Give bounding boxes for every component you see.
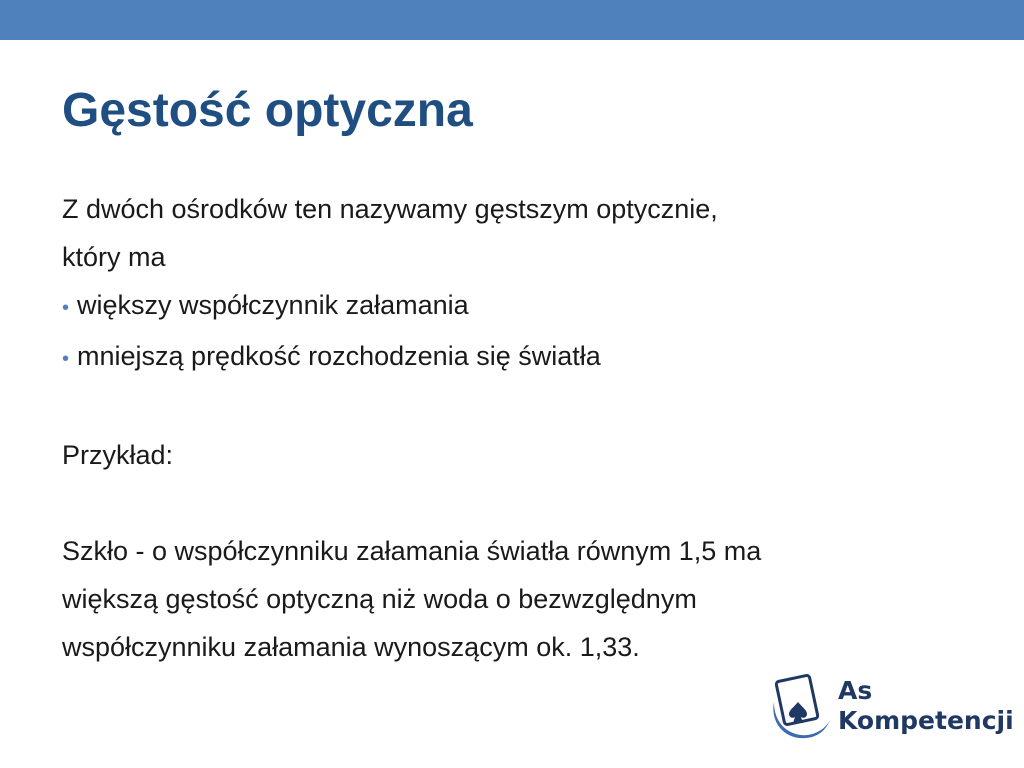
logo-line-2: Kompetencji bbox=[838, 706, 1014, 735]
bullet-dot-icon: • bbox=[62, 348, 70, 370]
bullet-item bbox=[62, 281, 982, 332]
logo-line-1: As bbox=[838, 676, 873, 705]
example-line-1: Szkło - o współczynniku załamania światła równym 1,5 ma bbox=[62, 536, 762, 566]
bullet-dot-icon: • bbox=[62, 297, 70, 319]
slide-title: Gęstość optyczna bbox=[62, 84, 473, 137]
example-line-3: współczynniku załamania wynoszącym ok. 1,33. bbox=[62, 632, 640, 662]
logo-mark-icon bbox=[768, 672, 834, 744]
logo-wordmark bbox=[838, 676, 1014, 736]
spacer bbox=[62, 479, 982, 527]
example-line-2: większą gęstość optyczną niż woda o bezwzględnym bbox=[62, 584, 697, 614]
slide-body bbox=[62, 185, 982, 671]
as-kompetencji-logo bbox=[768, 672, 1014, 744]
top-accent-bar bbox=[0, 0, 1024, 40]
spacer bbox=[62, 383, 982, 431]
bullet-text: większy współczynnik załamania bbox=[77, 290, 469, 320]
example-label: Przykład: bbox=[62, 440, 174, 470]
intro-line-2: który ma bbox=[62, 242, 166, 272]
intro-line-1: Z dwóch ośrodków ten nazywamy gęstszym optycznie, bbox=[62, 194, 718, 224]
bullet-item bbox=[62, 332, 982, 383]
bullet-text: mniejszą prędkość rozchodzenia się światła bbox=[77, 341, 601, 371]
